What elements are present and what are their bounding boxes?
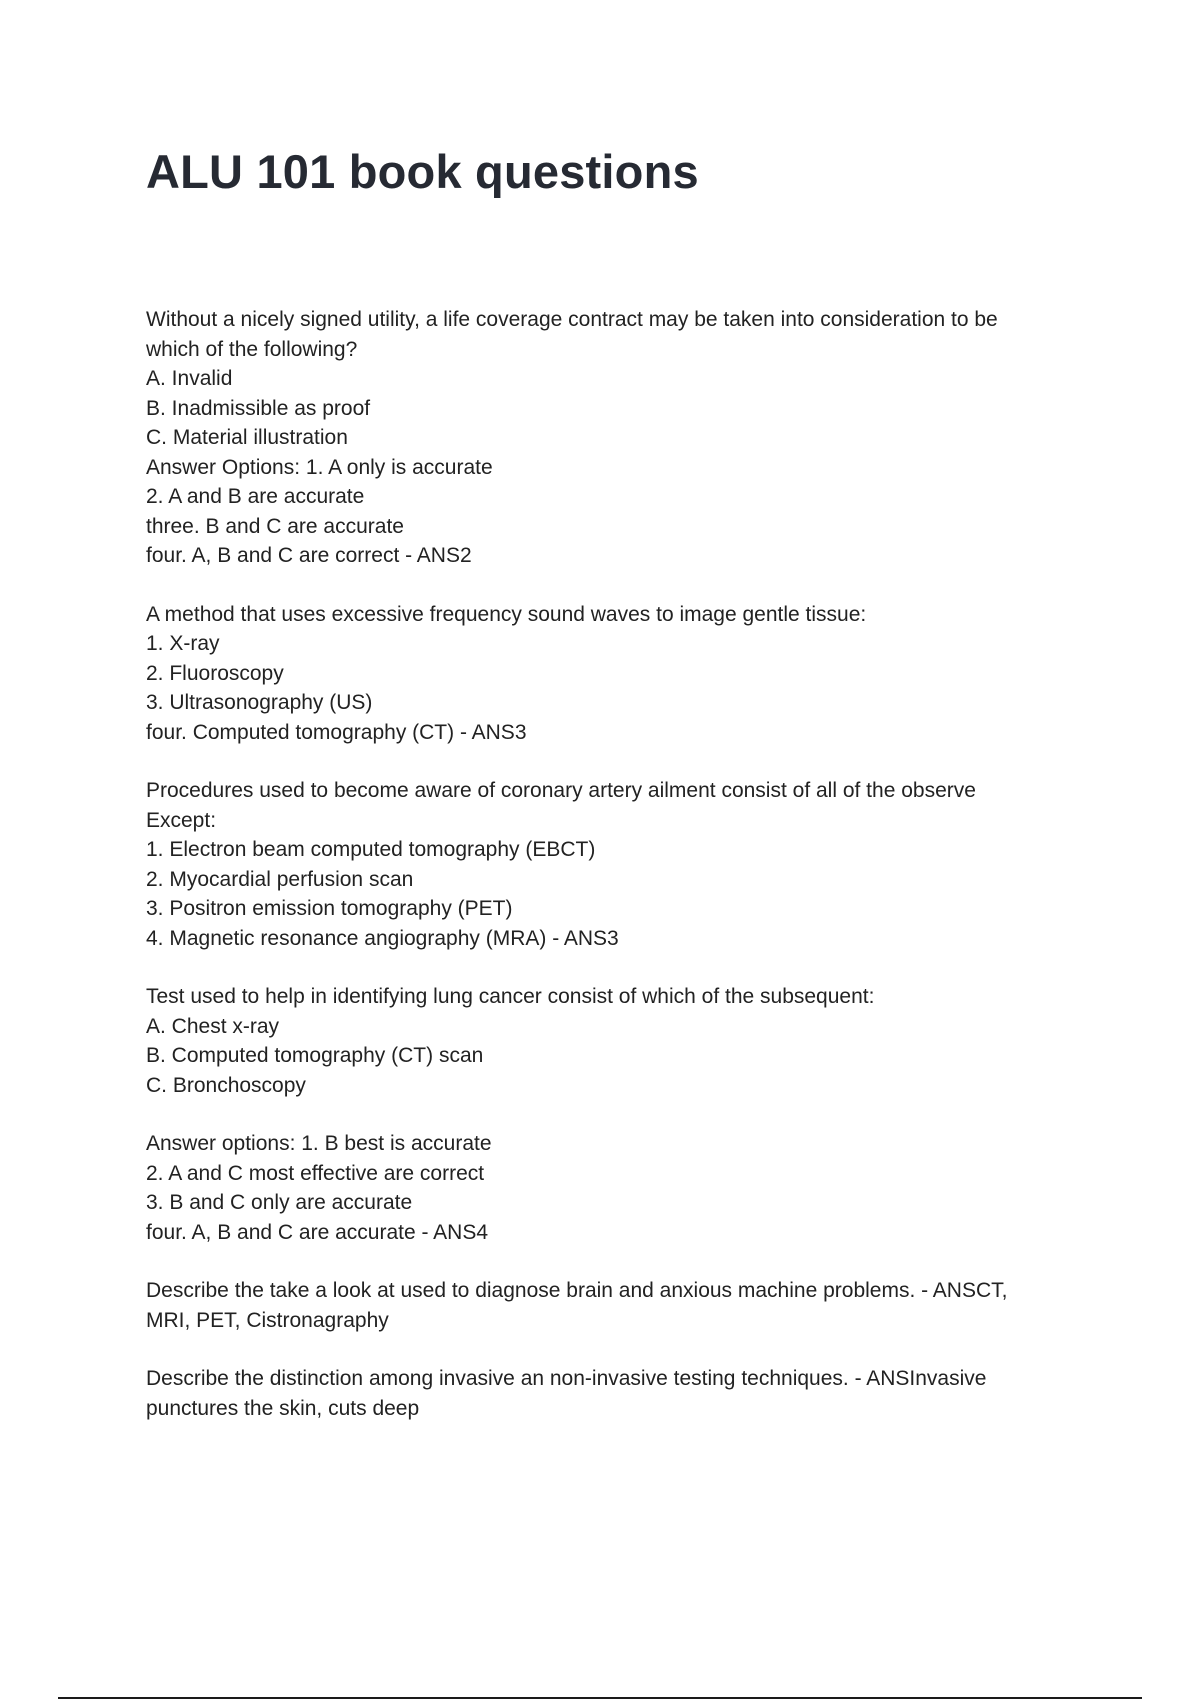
answer-option-line: 2. A and B are accurate — [146, 485, 365, 508]
answer-option-line: Answer Options: 1. A only is accurate — [146, 455, 493, 479]
question-text: which of the following? — [146, 337, 358, 361]
option-line: 2. Fluoroscopy — [146, 661, 284, 685]
answer-line: 4. Magnetic resonance angiography (MRA) - ANS3 — [146, 926, 619, 950]
answer-options-block-4 — [146, 1129, 1076, 1247]
answer-option-line: Answer options: 1. B best is accurate — [146, 1132, 492, 1155]
option-line: 3. Ultrasonography (US) — [146, 691, 373, 714]
option-line: A. Invalid — [146, 367, 233, 390]
answer-line: four. A, B and C are correct - ANS2 — [146, 544, 472, 567]
option-line: C. Bronchoscopy — [146, 1073, 306, 1097]
page-title: ALU 101 book questions — [146, 145, 699, 198]
document-body — [146, 305, 1076, 1452]
question-text: Procedures used to become aware of coronary artery ailment consist of all of the observe — [146, 779, 976, 802]
question-block-2 — [146, 600, 1076, 748]
option-line: B. Computed tomography (CT) scan — [146, 1044, 484, 1067]
answer-line: four. A, B and C are accurate - ANS4 — [146, 1220, 489, 1244]
question-block-6 — [146, 1364, 1076, 1423]
footer-divider — [58, 1697, 1142, 1699]
question-text: punctures the skin, cuts deep — [146, 1396, 420, 1420]
option-line: A. Chest x-ray — [146, 1014, 280, 1038]
question-text: A method that uses excessive frequency sound waves to image gentle tissue: — [146, 602, 867, 626]
question-text: Test used to help in identifying lung cancer consist of which of the subsequent: — [146, 985, 875, 1008]
option-line: 3. Positron emission tomography (PET) — [146, 897, 513, 920]
question-text: Describe the take a look at used to diagnose brain and anxious machine problems. - ANSCT, — [146, 1279, 1008, 1302]
answer-option-line: three. B and C are accurate — [146, 514, 404, 538]
question-text: Without a nicely signed utility, a life coverage contract may be taken into consideration to be — [146, 308, 998, 331]
option-line: B. Inadmissible as proof — [146, 396, 371, 420]
option-line: 1. X-ray — [146, 632, 220, 655]
option-line: 2. Myocardial perfusion scan — [146, 867, 414, 891]
question-block-5 — [146, 1276, 1076, 1335]
answer-option-line: 3. B and C only are accurate — [146, 1191, 413, 1214]
answer-line: four. Computed tomography (CT) - ANS3 — [146, 720, 527, 744]
option-line: C. Material illustration — [146, 426, 348, 449]
question-text: Except: — [146, 808, 217, 832]
question-block-1 — [146, 305, 1076, 571]
question-text: Describe the distinction among invasive an non-invasive testing techniques. - ANSInvasive — [146, 1367, 987, 1390]
option-line: 1. Electron beam computed tomography (EBCT) — [146, 838, 596, 861]
question-block-4 — [146, 982, 1076, 1100]
question-block-3 — [146, 776, 1076, 953]
question-text: MRI, PET, Cistronagraphy — [146, 1308, 389, 1332]
answer-option-line: 2. A and C most effective are correct — [146, 1161, 485, 1185]
